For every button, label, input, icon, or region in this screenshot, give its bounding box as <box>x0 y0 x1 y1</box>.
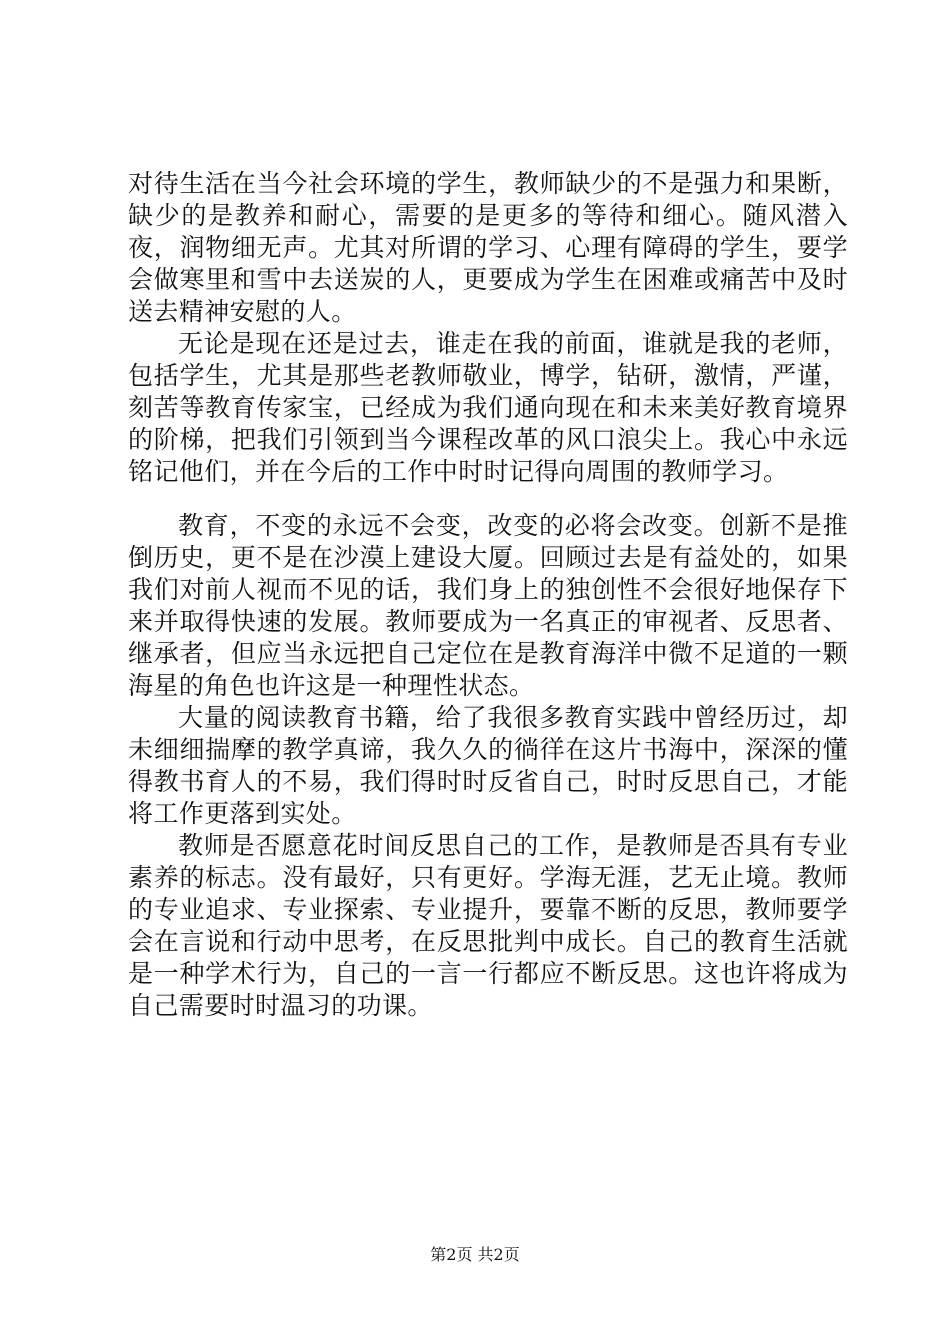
document-body <box>128 168 848 1022</box>
paragraph-4: 大量的阅读教育书籍，给了我很多教育实践中曾经历过，却未细细揣摩的教学真谛，我久久的徜徉在这片书海中，深深的懂得教书育人的不易，我们得时时反省自己，时时反思自己，才能将工作更落到实处。 <box>128 703 848 828</box>
paragraph-2: 无论是现在还是过去，谁走在我的前面，谁就是我的老师，包括学生，尤其是那些老教师敬业，博学，钻研，激情，严谨，刻苦等教育传家宝，已经成为我们通向现在和未来美好教育境界的阶梯，把我们引领到当今课程改革的风口浪尖上。我心中永远铭记他们，并在今后的工作中时时记得向周围的教师学习。 <box>128 329 848 486</box>
paragraph-5: 教师是否愿意花时间反思自己的工作，是教师是否具有专业素养的标志。没有最好，只有更好。学海无涯，艺无止境。教师的专业追求、专业探索、专业提升，要靠不断的反思，教师要学会在言说和行动中思考，在反思批判中成长。自己的教育生活就是一种学术行为，自己的一言一行都应不断反思。这也许将成为自己需要时时温习的功课。 <box>128 831 848 1020</box>
page-footer: 第2页 共2页 <box>430 1245 520 1264</box>
paragraph-1: 对待生活在当今社会环境的学生，教师缺少的不是强力和果断，缺少的是教养和耐心，需要的是更多的等待和细心。随风潜入夜，润物细无声。尤其对所谓的学习、心理有障碍的学生，要学会做寒里和雪中去送炭的人，更要成为学生在困难或痛苦中及时送去精神安慰的人。 <box>128 169 848 326</box>
paragraph-3: 教育，不变的永远不会变，改变的必将会改变。创新不是推倒历史，更不是在沙漠上建设大厦。回顾过去是有益处的，如果我们对前人视而不见的话，我们身上的独创性不会很好地保存下来并取得快速的发展。教师要成为一名真正的审视者、反思者、继承者，但应当永远把自己定位在是教育海洋中微不足道的一颗海星的角色也许这是一种理性状态。 <box>128 511 848 700</box>
